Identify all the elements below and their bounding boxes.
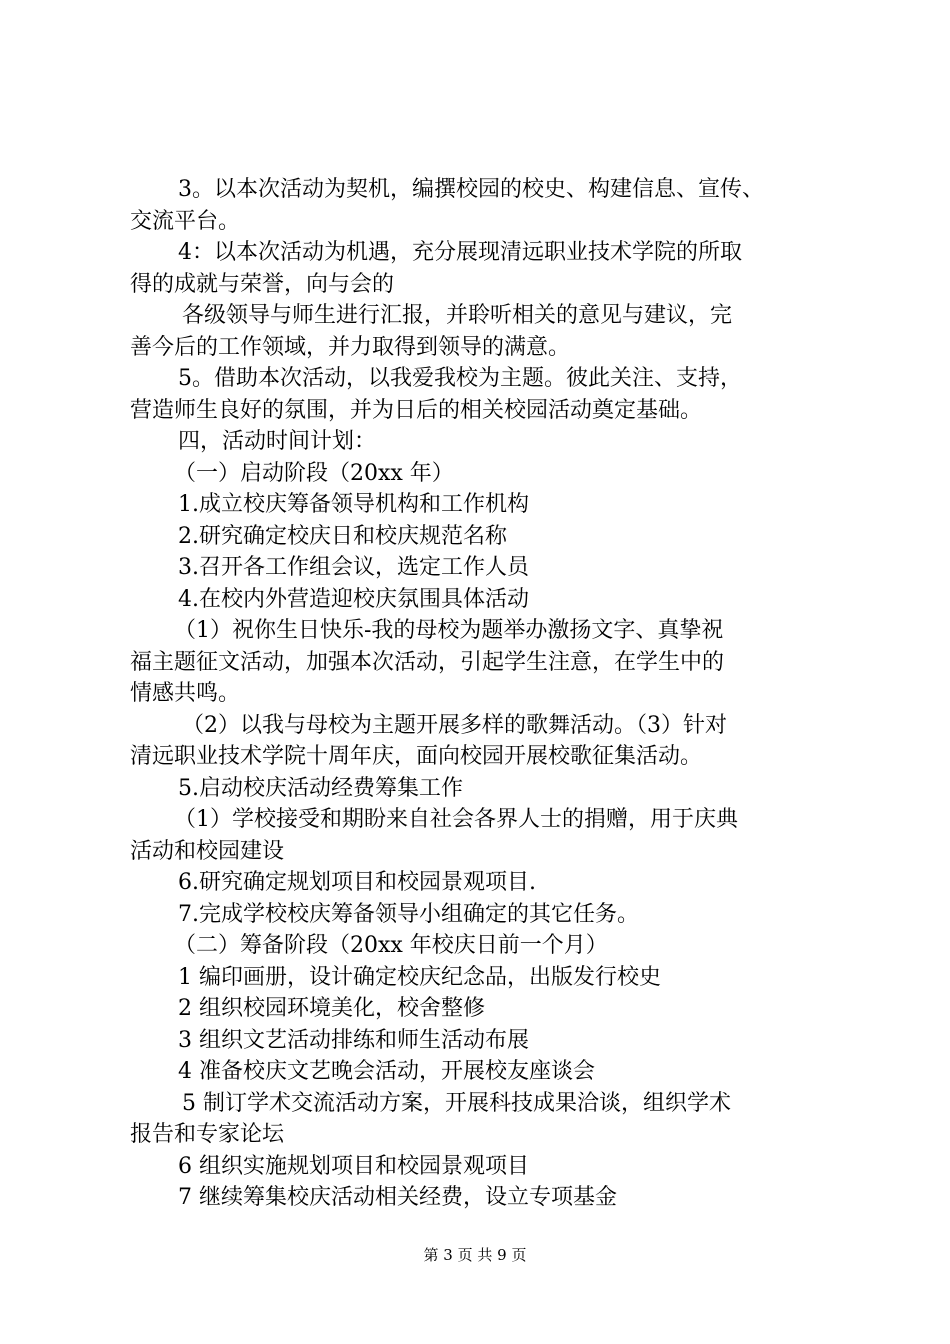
text-line: （1）祝你生日快乐-我的母校为题举办激扬文字、真挚祝	[174, 618, 724, 643]
text-line: 7.完成学校校庆筹备领导小组确定的其它任务。	[178, 901, 639, 927]
text-line: （2）以我与母校为主题开展多样的歌舞活动。（3）针对	[182, 712, 727, 738]
text-line: 福主题征文活动，加强本次活动，引起学生注意，在学生中的	[130, 649, 725, 675]
text-line: 6 组织实施规划项目和校园景观项目	[178, 1153, 529, 1179]
text-line: （二）筹备阶段（20xx 年校庆日前一个月）	[174, 933, 608, 958]
text-line: 5 制订学术交流活动方案，开展科技成果洽谈，组织学术	[182, 1090, 731, 1116]
text-line: 4：以本次活动为机遇，充分展现清远职业技术学院的所取	[178, 240, 742, 265]
text-line: （一）启动阶段（20xx 年）	[174, 460, 454, 486]
text-line: 各级领导与师生进行汇报，并聆听相关的意见与建议，完	[182, 303, 733, 328]
text-line: 1 编印画册，设计确定校庆纪念品，出版发行校史	[178, 964, 661, 990]
text-line: 6.研究确定规划项目和校园景观项目.	[178, 870, 536, 895]
document-body	[130, 174, 855, 1214]
text-line: 情感共鸣。	[130, 681, 241, 706]
text-line: 5.启动校庆活动经费筹集工作	[178, 775, 463, 801]
text-line: 营造师生良好的氛围，并为日后的相关校园活动奠定基础。	[130, 397, 703, 423]
text-line: 3.召开各工作组会议，选定工作人员	[178, 555, 529, 580]
text-line: 4 准备校庆文艺晚会活动，开展校友座谈会	[178, 1059, 595, 1084]
text-line: 2.研究确定校庆日和校庆规范名称	[178, 523, 507, 549]
text-line: 四，活动时间计划：	[178, 429, 377, 454]
text-line: 活动和校园建设	[130, 838, 285, 864]
text-line: 5。借助本次活动，以我爱我校为主题。彼此关注、支持，	[178, 366, 742, 391]
text-line: 交流平台。	[130, 208, 241, 234]
text-line: 善今后的工作领域，并力取得到领导的满意。	[130, 334, 571, 360]
text-line: 4.在校内外营造迎校庆氛围具体活动	[178, 586, 529, 612]
text-line: 得的成就与荣誉，向与会的	[130, 271, 395, 297]
page-footer: 第 3 页 共 9 页	[423, 1246, 527, 1264]
text-line: 3。以本次活动为契机，编撰校园的校史、构建信息、宣传、	[178, 177, 764, 202]
text-line: 2 组织校园环境美化，校舍整修	[178, 996, 485, 1021]
text-line: 3 组织文艺活动排练和师生活动布展	[178, 1027, 529, 1053]
text-line: 7 继续筹集校庆活动相关经费，设立专项基金	[178, 1185, 617, 1210]
text-line: 报告和专家论坛	[130, 1122, 285, 1147]
text-line: 1.成立校庆筹备领导机构和工作机构	[178, 492, 529, 517]
text-line: （1）学校接受和期盼来自社会各界人士的捐赠，用于庆典	[174, 807, 738, 832]
text-line: 清远职业技术学院十周年庆，面向校园开展校歌征集活动。	[130, 744, 703, 769]
